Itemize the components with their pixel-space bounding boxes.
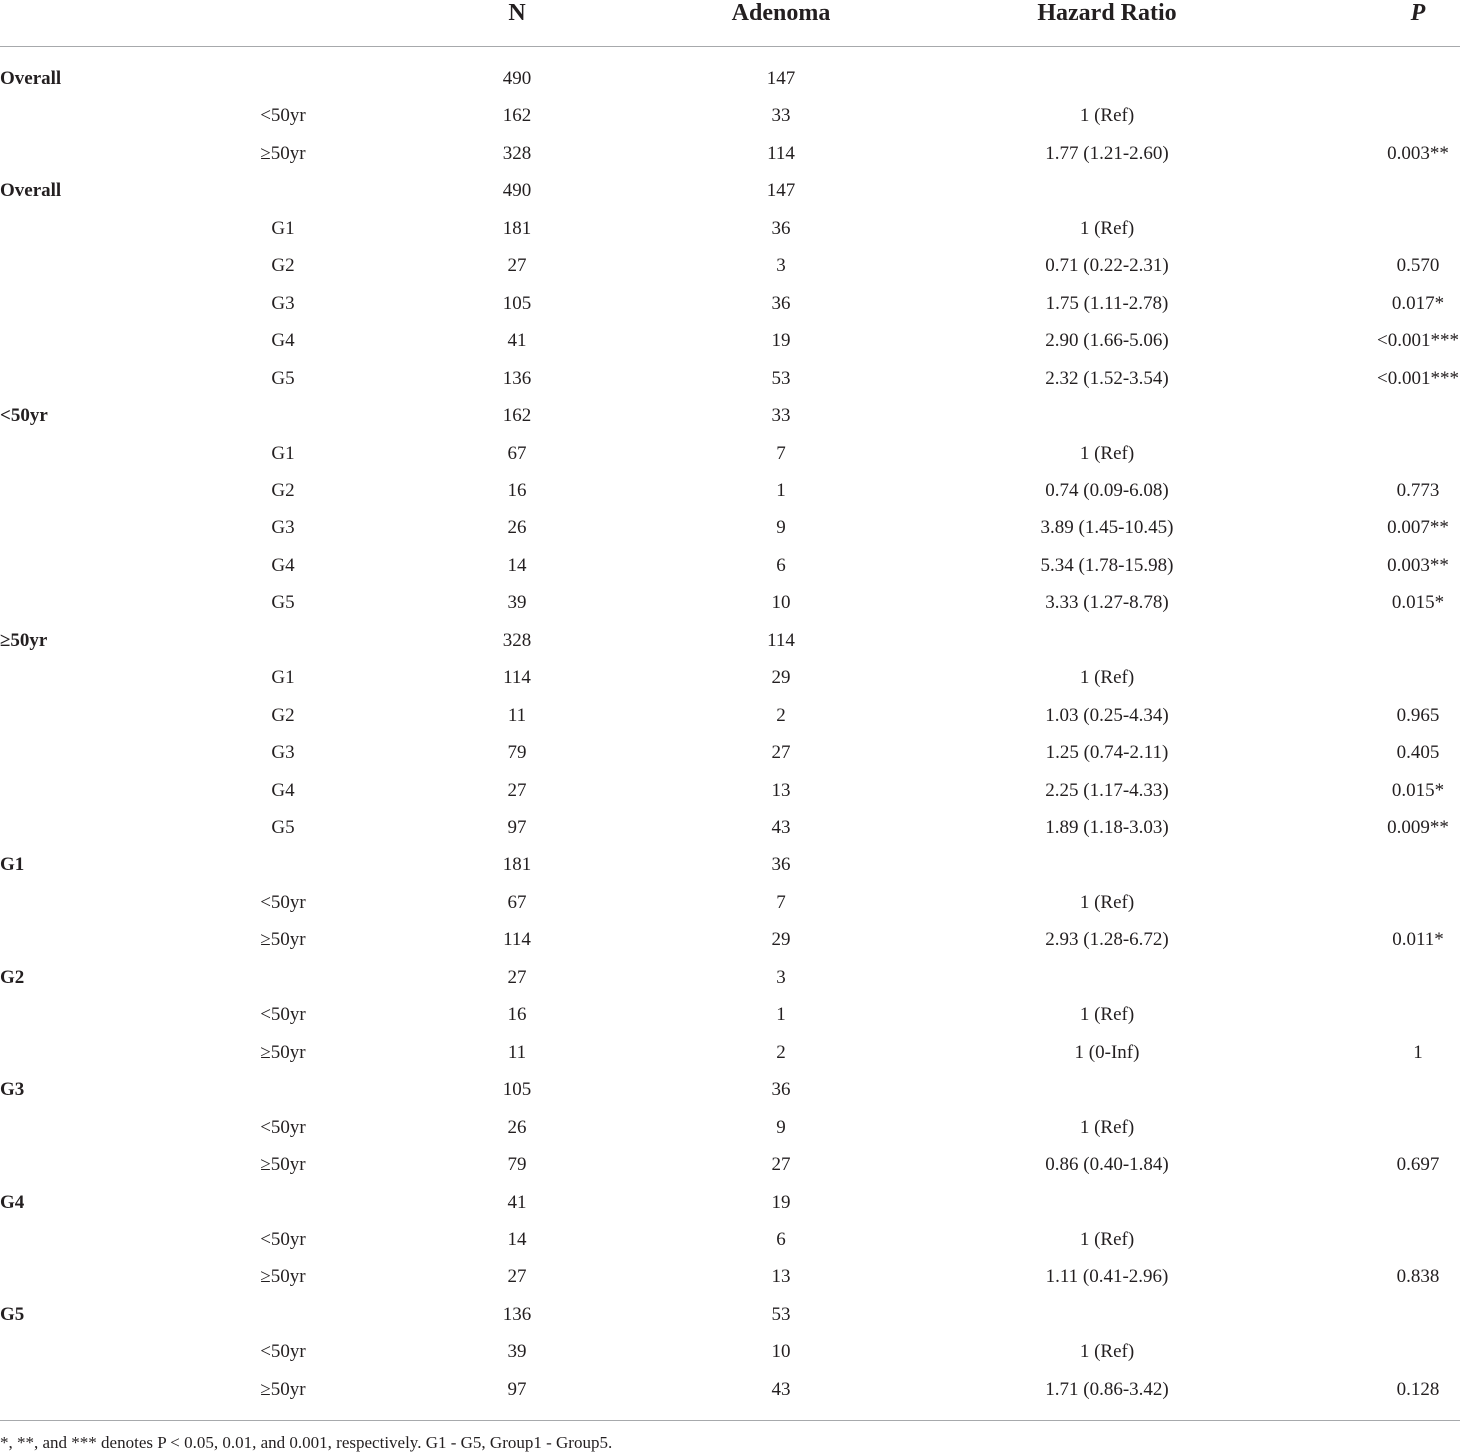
table-row: [0, 1153, 1460, 1191]
cell-hazard-ratio: 0.71 (0.22-2.31): [1045, 255, 1169, 277]
table-row: [0, 853, 1460, 891]
table-row: [0, 1003, 1460, 1041]
table-row: [0, 516, 1460, 554]
header-hazard-ratio: Hazard Ratio: [1037, 0, 1177, 26]
cell-adenoma: 2: [776, 1041, 786, 1063]
row-subgroup: <50yr: [260, 1116, 306, 1138]
row-label: G5: [0, 1303, 25, 1325]
cell-hazard-ratio: 1 (Ref): [1079, 891, 1135, 913]
row-subgroup: G1: [271, 217, 295, 239]
cell-hazard-ratio: 1.03 (0.25-4.34): [1045, 704, 1169, 726]
cell-n: 490: [502, 180, 532, 202]
cell-n: 39: [507, 1341, 527, 1363]
cell-p: 0.015*: [1391, 592, 1445, 614]
cell-adenoma: 9: [776, 1116, 786, 1138]
table-row: [0, 329, 1460, 367]
cell-hazard-ratio: 5.34 (1.78-15.98): [1040, 554, 1174, 576]
row-label: G1: [0, 854, 25, 876]
header-n: N: [508, 0, 526, 26]
row-subgroup: ≥50yr: [260, 1041, 306, 1063]
cell-adenoma: 7: [776, 442, 786, 464]
cell-adenoma: 7: [776, 891, 786, 913]
row-subgroup: G4: [271, 330, 295, 352]
cell-p: 1: [1413, 1041, 1423, 1063]
row-subgroup: ≥50yr: [260, 1154, 306, 1176]
cell-n: 490: [502, 68, 532, 89]
table-row: [0, 741, 1460, 779]
cell-hazard-ratio: 0.86 (0.40-1.84): [1045, 1154, 1169, 1176]
table-row: [0, 67, 1460, 105]
cell-hazard-ratio: 1 (Ref): [1079, 1004, 1135, 1026]
cell-n: 39: [507, 592, 527, 614]
cell-n: 181: [502, 217, 532, 239]
row-subgroup: G5: [271, 592, 295, 614]
row-subgroup: <50yr: [260, 1004, 306, 1026]
cell-adenoma: 3: [776, 255, 786, 277]
cell-p: 0.697: [1396, 1154, 1440, 1176]
table-row: [0, 442, 1460, 480]
cell-hazard-ratio: 2.32 (1.52-3.54): [1045, 367, 1169, 389]
row-label: <50yr: [0, 405, 48, 427]
cell-adenoma: 36: [771, 854, 791, 876]
table-row: [0, 666, 1460, 704]
table-row: [0, 704, 1460, 742]
cell-adenoma: 36: [771, 1079, 791, 1101]
cell-adenoma: 1: [776, 479, 786, 501]
cell-hazard-ratio: 3.33 (1.27-8.78): [1045, 592, 1169, 614]
cell-adenoma: 36: [771, 292, 791, 314]
row-subgroup: G4: [271, 779, 295, 801]
cell-adenoma: 13: [771, 779, 791, 801]
cell-n: 26: [507, 1116, 527, 1138]
table-row: [0, 404, 1460, 442]
cell-p: 0.570: [1396, 255, 1440, 277]
cell-adenoma: 114: [767, 629, 795, 651]
cell-adenoma: 9: [776, 517, 786, 539]
cell-n: 136: [502, 367, 532, 389]
row-subgroup: ≥50yr: [260, 142, 306, 164]
row-label: G4: [0, 1191, 25, 1213]
cell-adenoma: 13: [771, 1266, 791, 1288]
cell-n: 67: [507, 442, 527, 464]
row-label: ≥50yr: [0, 629, 48, 651]
cell-hazard-ratio: 1 (Ref): [1079, 667, 1135, 689]
cell-n: 41: [507, 330, 527, 352]
cell-n: 97: [507, 1378, 527, 1400]
row-subgroup: G2: [271, 479, 295, 501]
cell-hazard-ratio: 1.77 (1.21-2.60): [1045, 142, 1169, 164]
cell-adenoma: 29: [771, 667, 791, 689]
cell-adenoma: 10: [771, 1341, 791, 1363]
cell-n: 14: [507, 554, 527, 576]
table-row: [0, 1265, 1460, 1303]
cell-n: 27: [507, 966, 527, 988]
cell-hazard-ratio: 1.71 (0.86-3.42): [1045, 1378, 1169, 1400]
table-row: [0, 1228, 1460, 1266]
table-row: [0, 1041, 1460, 1079]
table-footnote: *, **, and *** denotes P < 0.05, 0.01, and 0.001, respectively. G1 - G5, Group1 - Group5.: [0, 1433, 613, 1452]
cell-n: 27: [507, 779, 527, 801]
cell-p: 0.128: [1396, 1378, 1440, 1400]
cell-hazard-ratio: 1 (Ref): [1079, 217, 1135, 239]
cell-adenoma: 147: [766, 180, 796, 202]
cell-p: 0.003**: [1387, 142, 1449, 164]
cell-hazard-ratio: 2.93 (1.28-6.72): [1045, 929, 1169, 951]
cell-adenoma: 36: [771, 217, 791, 239]
cell-adenoma: 53: [771, 1303, 791, 1325]
cell-hazard-ratio: 2.25 (1.17-4.33): [1045, 779, 1169, 801]
table-row: [0, 591, 1460, 629]
table-row: [0, 142, 1460, 180]
row-subgroup: G1: [271, 442, 295, 464]
cell-n: 162: [502, 405, 532, 427]
cell-adenoma: 2: [776, 704, 786, 726]
row-label: Overall: [0, 180, 62, 202]
cell-hazard-ratio: 1.11 (0.41-2.96): [1045, 1266, 1169, 1288]
table-row: [0, 816, 1460, 854]
row-subgroup: G2: [271, 255, 295, 277]
table-row: [0, 479, 1460, 517]
cell-p: 0.011*: [1392, 929, 1444, 951]
cell-p: 0.003**: [1387, 554, 1449, 576]
row-subgroup: G3: [271, 742, 295, 764]
table-row: [0, 891, 1460, 929]
row-label: G2: [0, 966, 25, 988]
cell-adenoma: 147: [766, 68, 796, 89]
table-row: [0, 966, 1460, 1004]
cell-n: 105: [502, 292, 532, 314]
table-row: [0, 1116, 1460, 1154]
cell-n: 16: [507, 1004, 527, 1026]
cell-adenoma: 114: [767, 142, 795, 164]
cell-adenoma: 53: [771, 367, 791, 389]
table-row: [0, 928, 1460, 966]
cell-n: 27: [507, 255, 527, 277]
cell-n: 105: [502, 1079, 532, 1101]
cell-n: 328: [502, 629, 532, 651]
cell-n: 14: [507, 1228, 527, 1250]
table-row: [0, 292, 1460, 330]
cell-n: 181: [502, 854, 532, 876]
table-row: [0, 217, 1460, 255]
cell-p: 0.965: [1396, 704, 1440, 726]
cell-adenoma: 43: [771, 817, 791, 838]
cell-n: 136: [502, 1303, 532, 1325]
row-subgroup: <50yr: [260, 105, 306, 127]
cell-adenoma: 27: [771, 742, 791, 764]
cell-adenoma: 27: [771, 1154, 791, 1176]
cell-adenoma: 19: [771, 330, 791, 352]
table-row: [0, 367, 1460, 405]
cell-n: 41: [507, 1191, 527, 1213]
cell-hazard-ratio: 1 (Ref): [1079, 105, 1135, 127]
cell-hazard-ratio: 1 (Ref): [1079, 442, 1135, 464]
cell-n: 79: [507, 1154, 527, 1176]
cell-hazard-ratio: 1.25 (0.74-2.11): [1045, 742, 1169, 764]
cell-adenoma: 10: [771, 592, 791, 614]
cell-p: <0.001***: [1377, 367, 1459, 389]
cell-n: 11: [507, 1041, 527, 1063]
cell-hazard-ratio: 1 (Ref): [1079, 1116, 1135, 1138]
row-subgroup: <50yr: [260, 891, 306, 913]
header-adenoma: Adenoma: [731, 0, 831, 26]
cell-n: 114: [503, 929, 531, 951]
cell-p: 0.838: [1396, 1266, 1440, 1288]
table-row: [0, 1078, 1460, 1116]
cell-adenoma: 33: [771, 405, 791, 427]
table-row: [0, 779, 1460, 817]
cell-hazard-ratio: 2.90 (1.66-5.06): [1045, 330, 1169, 352]
table-row: [0, 1340, 1460, 1378]
cell-adenoma: 33: [771, 105, 791, 127]
row-subgroup: <50yr: [260, 1228, 306, 1250]
cell-hazard-ratio: 1 (Ref): [1079, 1228, 1135, 1250]
cell-p: 0.007**: [1387, 517, 1449, 539]
row-subgroup: G4: [271, 554, 295, 576]
row-subgroup: G3: [271, 517, 295, 539]
row-subgroup: ≥50yr: [260, 1378, 306, 1400]
cell-p: 0.405: [1396, 742, 1440, 764]
cell-n: 27: [507, 1266, 527, 1288]
cell-adenoma: 6: [776, 1228, 786, 1250]
row-label: G3: [0, 1079, 25, 1101]
table-row: [0, 254, 1460, 292]
cell-n: 79: [507, 742, 527, 764]
cell-hazard-ratio: 1.89 (1.18-3.03): [1045, 817, 1169, 838]
table-row: [0, 554, 1460, 592]
table-body: [0, 47, 1460, 1421]
cell-p: 0.017*: [1391, 292, 1445, 314]
table-header: [0, 0, 1460, 47]
cell-n: 11: [507, 704, 527, 726]
cell-n: 16: [507, 479, 527, 501]
cell-n: 26: [507, 517, 527, 539]
cell-n: 67: [507, 891, 527, 913]
cell-n: 97: [507, 817, 527, 838]
row-subgroup: ≥50yr: [260, 929, 306, 951]
cell-adenoma: 19: [771, 1191, 791, 1213]
row-subgroup: G5: [271, 367, 295, 389]
table-row: [0, 179, 1460, 217]
cell-hazard-ratio: 1.75 (1.11-2.78): [1045, 292, 1169, 314]
cell-adenoma: 3: [776, 966, 786, 988]
cell-p: 0.009**: [1387, 817, 1449, 838]
table-row: [0, 1378, 1460, 1416]
cell-p: 0.773: [1396, 479, 1440, 501]
cell-adenoma: 1: [776, 1004, 786, 1026]
table-row: [0, 104, 1460, 142]
cell-adenoma: 29: [771, 929, 791, 951]
cell-hazard-ratio: 1 (Ref): [1079, 1341, 1135, 1363]
cell-hazard-ratio: 3.89 (1.45-10.45): [1040, 517, 1174, 539]
row-subgroup: <50yr: [260, 1341, 306, 1363]
cell-adenoma: 6: [776, 554, 786, 576]
cell-p: <0.001***: [1377, 330, 1459, 352]
row-subgroup: G5: [271, 817, 295, 838]
cell-hazard-ratio: 1 (0-Inf): [1074, 1041, 1140, 1063]
cell-n: 162: [502, 105, 532, 127]
row-subgroup: G3: [271, 292, 295, 314]
cell-hazard-ratio: 0.74 (0.09-6.08): [1045, 479, 1169, 501]
cell-n: 114: [503, 667, 531, 689]
cell-p: 0.015*: [1391, 779, 1445, 801]
row-label: Overall: [0, 68, 62, 89]
table-row: [0, 629, 1460, 667]
cell-n: 328: [502, 142, 532, 164]
row-subgroup: ≥50yr: [260, 1266, 306, 1288]
cell-adenoma: 43: [771, 1378, 791, 1400]
table-row: [0, 1303, 1460, 1341]
row-subgroup: G2: [271, 704, 295, 726]
table-row: [0, 1191, 1460, 1229]
header-p: P: [1410, 0, 1426, 26]
row-subgroup: G1: [271, 667, 295, 689]
